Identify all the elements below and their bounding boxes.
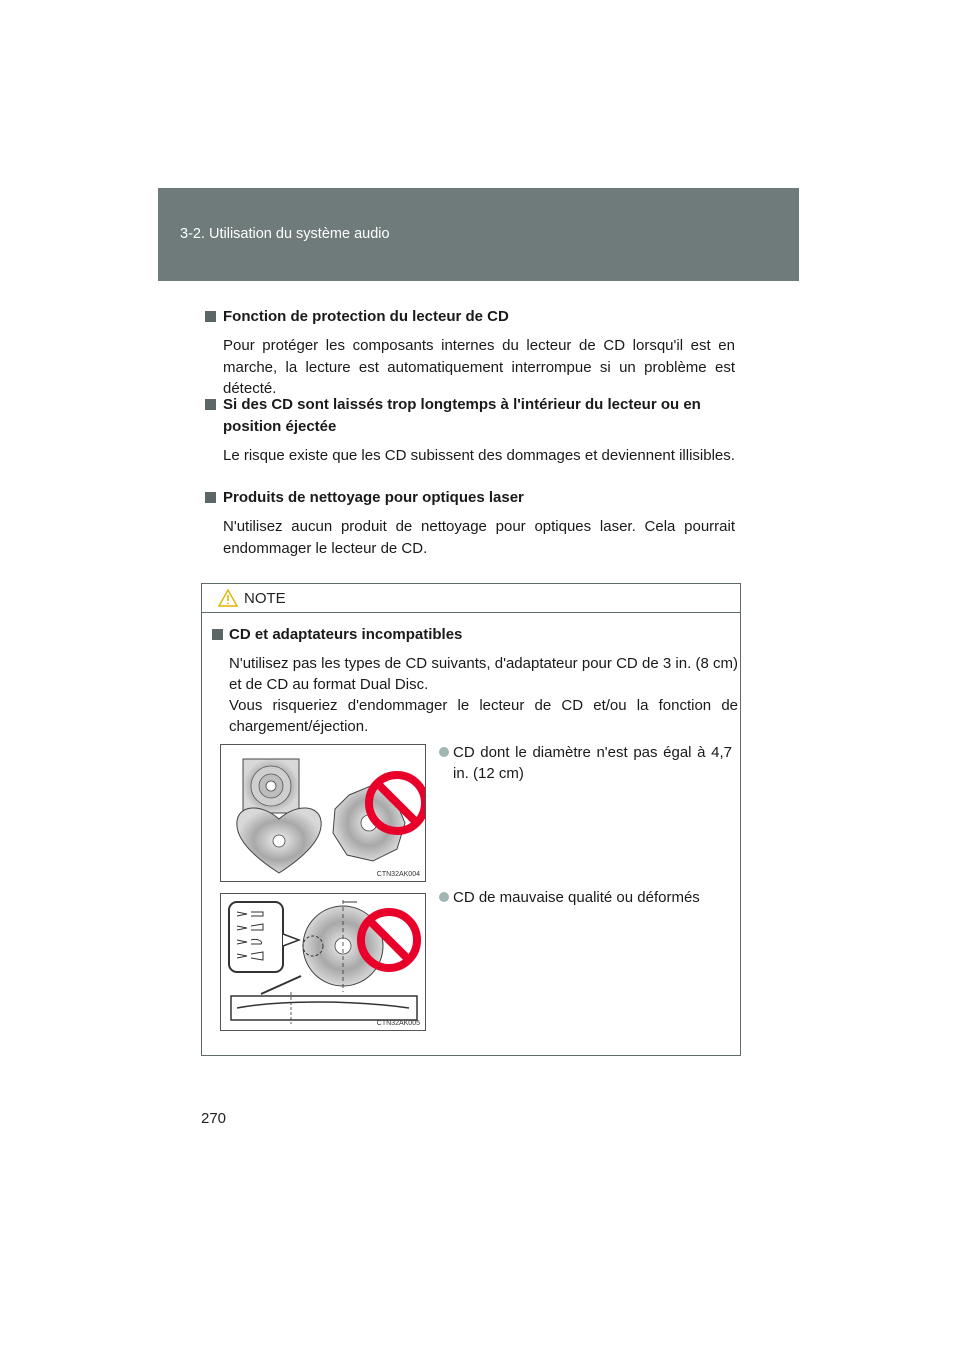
note-header bbox=[202, 584, 740, 613]
section-body: N'utilisez aucun produit de nettoyage pour optiques laser. Cela pourrait endommager le lecteur de CD. bbox=[223, 518, 735, 557]
chapter-header bbox=[158, 188, 799, 281]
defective-cd-illustration bbox=[221, 894, 425, 1030]
section-heading: Produits de nettoyage pour optiques laser bbox=[223, 489, 524, 506]
section-cd-left-inside bbox=[205, 394, 735, 467]
section-heading: Si des CD sont laissés trop longtemps à l'intérieur du lecteur ou en position éjectée bbox=[223, 396, 701, 435]
list-item bbox=[439, 887, 732, 908]
section-body: Pour protéger les composants internes du lecteur de CD lorsqu'il est en marche, la lecture est automatiquement interrompue si un problème est détecté. bbox=[223, 337, 735, 397]
note-body-line: Vous risqueriez d'endommager le lecteur de CD et/ou la fonction de chargement/éjection. bbox=[229, 697, 738, 735]
list-item bbox=[439, 742, 732, 784]
section-laser-cleaner bbox=[205, 487, 735, 559]
section-body: Le risque existe que les CD subissent des dommages et deviennent illisibles. bbox=[223, 447, 735, 464]
square-bullet-icon bbox=[212, 629, 223, 640]
square-bullet-icon bbox=[205, 492, 216, 503]
figure-code: CTN32AK004 bbox=[376, 871, 420, 878]
circle-bullet-icon bbox=[439, 892, 449, 902]
section-heading: Fonction de protection du lecteur de CD bbox=[223, 308, 509, 325]
note-label: NOTE bbox=[244, 590, 286, 607]
warning-triangle-icon bbox=[218, 589, 238, 607]
page-number: 270 bbox=[201, 1110, 227, 1127]
list-item-text: CD dont le diamètre n'est pas égal à 4,7 in. (12 cm) bbox=[453, 744, 732, 782]
note-section bbox=[212, 624, 738, 737]
square-bullet-icon bbox=[205, 399, 216, 410]
note-heading: CD et adaptateurs incompatibles bbox=[229, 626, 463, 643]
figure-defective-cds bbox=[220, 893, 426, 1031]
figure-odd-shaped-cds bbox=[220, 744, 426, 882]
circle-bullet-icon bbox=[439, 747, 449, 757]
chapter-title: 3-2. Utilisation du système audio bbox=[180, 226, 390, 242]
note-box bbox=[201, 583, 741, 1056]
square-bullet-icon bbox=[205, 311, 216, 322]
note-body-line: N'utilisez pas les types de CD suivants, d'adaptateur pour CD de 3 in. (8 cm) et de CD au format Dual Disc. bbox=[229, 655, 738, 693]
figure-code: CTN32AK005 bbox=[376, 1020, 420, 1027]
list-item-text: CD de mauvaise qualité ou déformés bbox=[453, 889, 700, 906]
odd-cd-illustration bbox=[221, 745, 425, 881]
section-cd-protection bbox=[205, 306, 735, 400]
